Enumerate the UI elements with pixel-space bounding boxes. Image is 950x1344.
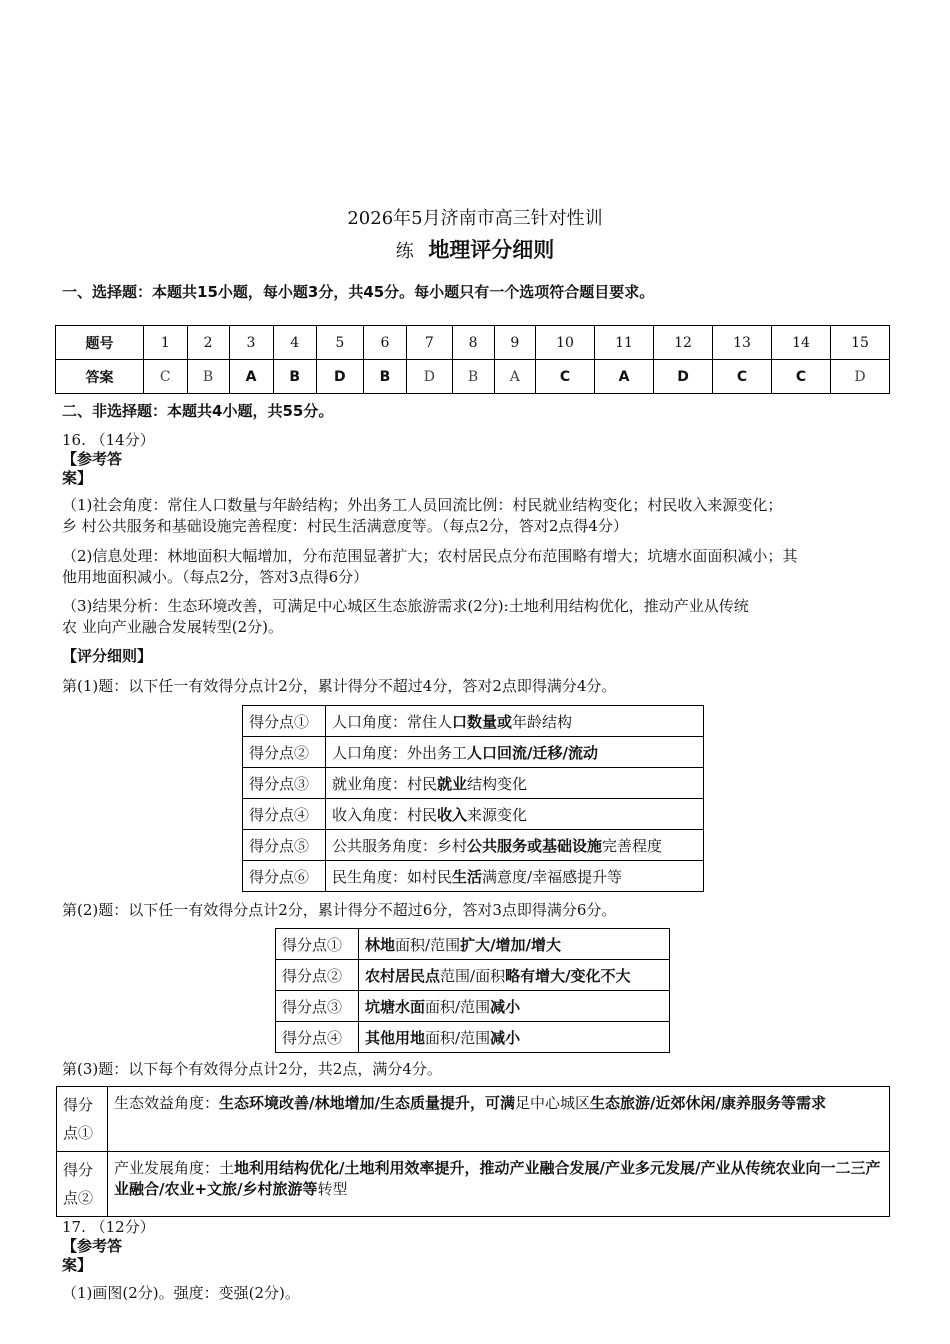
page-title-line2	[0, 234, 950, 264]
score-point-label	[57, 1087, 108, 1152]
score-point-label: 得分点①	[276, 929, 359, 960]
title-prefix: 练	[395, 241, 414, 262]
number-cell: 13	[713, 326, 772, 360]
key-text: 收入	[437, 805, 468, 824]
number-cell: 7	[407, 326, 452, 360]
q16-rubric-heading: 【评分细则】	[62, 647, 153, 665]
plain-text: 收入角度：村民	[332, 805, 438, 824]
number-cell: 8	[452, 326, 494, 360]
number-cell: 11	[595, 326, 654, 360]
q16-ref-label-2: 案】	[62, 469, 93, 487]
section1-heading: 一、选择题：本题共15小题，每小题3分，共45分。每小题只有一个选项符合题目要求。	[62, 283, 655, 301]
answer-cell: A	[595, 360, 654, 394]
plain-text: 就业角度：村民	[332, 774, 438, 793]
q16-ref-label-1: 【参考答	[62, 450, 123, 468]
plain-text: 转型	[317, 1180, 348, 1198]
scoring-table-2	[275, 928, 670, 1053]
table-row	[276, 1022, 670, 1053]
answer-table	[55, 325, 890, 394]
answer-cell: D	[407, 360, 452, 394]
key-text: 生态旅游/近郊休闲/康养服务等需求	[590, 1094, 826, 1112]
key-text: 生态环境改善/林地增加/生态质量提升，可满	[219, 1094, 515, 1112]
label-part: 得分	[63, 1096, 94, 1114]
q16-answer-3-line2: 农 业向产业融合发展转型(2分)。	[62, 618, 284, 636]
score-point-content	[108, 1087, 890, 1152]
q17-answer-1: （1)画图(2分)。强度：变强(2分)。	[62, 1284, 300, 1302]
score-point-label: 得分点④	[243, 799, 326, 830]
table-row	[243, 861, 704, 892]
table-row	[243, 737, 704, 768]
table-row	[243, 768, 704, 799]
key-text: 略有增大/变化不大	[505, 966, 631, 985]
table-row	[276, 929, 670, 960]
score-point-content	[359, 1022, 670, 1053]
plain-text: 来源变化	[467, 805, 528, 824]
number-cell: 2	[187, 326, 229, 360]
q16-rubric-part1: 第(1)题：以下任一有效得分点计2分，累计得分不超过4分，答对2点即得满分4分。	[62, 677, 617, 695]
answer-table-answers-row	[56, 360, 890, 394]
plain-text: 人口角度：常住人	[332, 712, 453, 731]
key-text: 地利用结构优化/土地利用效率提升，推动产业融合发展/产业多元发展/产业从传统农业向一二三产业融合/农业+文旅/乡村旅游等	[114, 1159, 881, 1198]
plain-text: 满意度/幸福感提升等	[482, 867, 623, 886]
plain-text: 生态效益角度：	[114, 1094, 220, 1112]
score-point-content	[326, 861, 704, 892]
plain-text: 范围/面积	[440, 966, 506, 985]
q16-answer-1-line1: （1)社会角度：常住人口数量与年龄结构；外出务工人员回流比例：村民就业结构变化；村民收入来源变化；	[62, 496, 783, 514]
key-text: 人口回流/迁移/流动	[467, 743, 598, 762]
plain-text: 面积/范围	[425, 997, 491, 1016]
answer-cell: D	[654, 360, 713, 394]
score-point-label: 得分点⑥	[243, 861, 326, 892]
number-cell: 3	[229, 326, 273, 360]
q17-ref-label-1: 【参考答	[62, 1237, 123, 1255]
score-point-label: 得分点①	[243, 706, 326, 737]
q16-answer-2-line1: （2)信息处理：林地面积大幅增加，分布范围显著扩大；农村居民点分布范围略有增大；坑塘水面面积减小；其	[62, 547, 798, 565]
scoring-table-1	[242, 705, 704, 892]
answer-cell: D	[831, 360, 890, 394]
answer-table-numbers-row	[56, 326, 890, 360]
key-text: 就业	[437, 774, 468, 793]
q16-answer-2-line2: 他用地面积减小。（每点2分，答对3点得6分）	[62, 568, 369, 586]
q16-rubric-part3: 第(3)题：以下每个有效得分点计2分，共2点，满分4分。	[62, 1060, 442, 1078]
key-text: 林地	[365, 935, 396, 954]
plain-text: 面积/范围	[395, 935, 461, 954]
plain-text: 人口角度：外出务工	[332, 743, 468, 762]
score-point-label: 得分点②	[276, 960, 359, 991]
table-row	[276, 991, 670, 1022]
number-cell: 4	[273, 326, 316, 360]
score-point-content	[326, 706, 704, 737]
label-part: 点②	[63, 1189, 94, 1207]
number-cell: 10	[536, 326, 595, 360]
answer-cell: C	[713, 360, 772, 394]
plain-text: 足中心城区	[514, 1094, 590, 1112]
answer-cell: B	[452, 360, 494, 394]
section2-heading: 二、非选择题：本题共4小题，共55分。	[62, 402, 334, 420]
score-point-label: 得分点②	[243, 737, 326, 768]
plain-text: 年龄结构	[512, 712, 573, 731]
key-text: 其他用地	[365, 1028, 426, 1047]
plain-text: 公共服务角度：乡村	[332, 836, 468, 855]
score-point-label: 得分点④	[276, 1022, 359, 1053]
q17-ref-label-2: 案】	[62, 1256, 93, 1274]
plain-text: 面积/范围	[425, 1028, 491, 1047]
key-text: 生活	[452, 867, 483, 886]
score-point-label: 得分点③	[243, 768, 326, 799]
number-cell: 12	[654, 326, 713, 360]
number-header: 题号	[56, 326, 144, 360]
score-point-content	[326, 830, 704, 861]
plain-text: 产业发展角度：土	[114, 1159, 235, 1177]
key-text: 减小	[490, 997, 521, 1016]
q16-answer-1-line2: 乡 村公共服务和基础设施完善程度：村民生活满意度等。（每点2分，答对2点得4分）	[62, 517, 628, 535]
answer-cell: B	[363, 360, 406, 394]
answer-cell: C	[144, 360, 188, 394]
number-cell: 5	[316, 326, 363, 360]
score-point-content	[326, 768, 704, 799]
title-main: 地理评分细则	[428, 238, 555, 262]
table-row	[243, 706, 704, 737]
number-cell: 9	[494, 326, 535, 360]
answer-cell: C	[536, 360, 595, 394]
score-point-content	[359, 960, 670, 991]
q16-header: 16. （14分）	[62, 431, 155, 449]
q16-rubric-part2: 第(2)题：以下任一有效得分点计2分，累计得分不超过6分，答对3点即得满分6分。	[62, 901, 617, 919]
answer-cell: B	[187, 360, 229, 394]
number-cell: 15	[831, 326, 890, 360]
answer-cell: C	[772, 360, 831, 394]
key-text: 扩大/增加/增大	[460, 935, 562, 954]
table-row	[243, 799, 704, 830]
plain-text: 民生角度：如村民	[332, 867, 453, 886]
score-point-label	[57, 1152, 108, 1217]
table-row	[57, 1087, 890, 1152]
table-row	[243, 830, 704, 861]
answer-cell: D	[316, 360, 363, 394]
number-cell: 14	[772, 326, 831, 360]
plain-text: 结构变化	[467, 774, 528, 793]
table-row	[57, 1152, 890, 1217]
key-text: 坑塘水面	[365, 997, 426, 1016]
score-point-label: 得分点③	[276, 991, 359, 1022]
score-point-content	[359, 929, 670, 960]
table-row	[276, 960, 670, 991]
key-text: 口数量或	[452, 712, 513, 731]
score-point-content	[326, 737, 704, 768]
score-point-content	[108, 1152, 890, 1217]
answer-cell: A	[494, 360, 535, 394]
score-point-content	[359, 991, 670, 1022]
key-text: 农村居民点	[365, 966, 441, 985]
answer-cell: A	[229, 360, 273, 394]
page-title-line1: 2026年5月济南市高三针对性训	[347, 208, 603, 229]
q17-header: 17. （12分）	[62, 1218, 155, 1236]
scoring-table-3	[56, 1086, 890, 1217]
plain-text: 完善程度	[602, 836, 663, 855]
number-cell: 6	[363, 326, 406, 360]
answer-cell: B	[273, 360, 316, 394]
score-point-label: 得分点⑤	[243, 830, 326, 861]
key-text: 减小	[490, 1028, 521, 1047]
score-point-content	[326, 799, 704, 830]
number-cell: 1	[144, 326, 188, 360]
answer-header: 答案	[56, 360, 144, 394]
q16-answer-3-line1: （3)结果分析：生态环境改善，可满足中心城区生态旅游需求(2分):土地利用结构优化，推动产业从传统	[62, 597, 749, 615]
label-part: 得分	[63, 1161, 94, 1179]
label-part: 点①	[63, 1124, 94, 1142]
key-text: 公共服务或基础设施	[467, 836, 603, 855]
